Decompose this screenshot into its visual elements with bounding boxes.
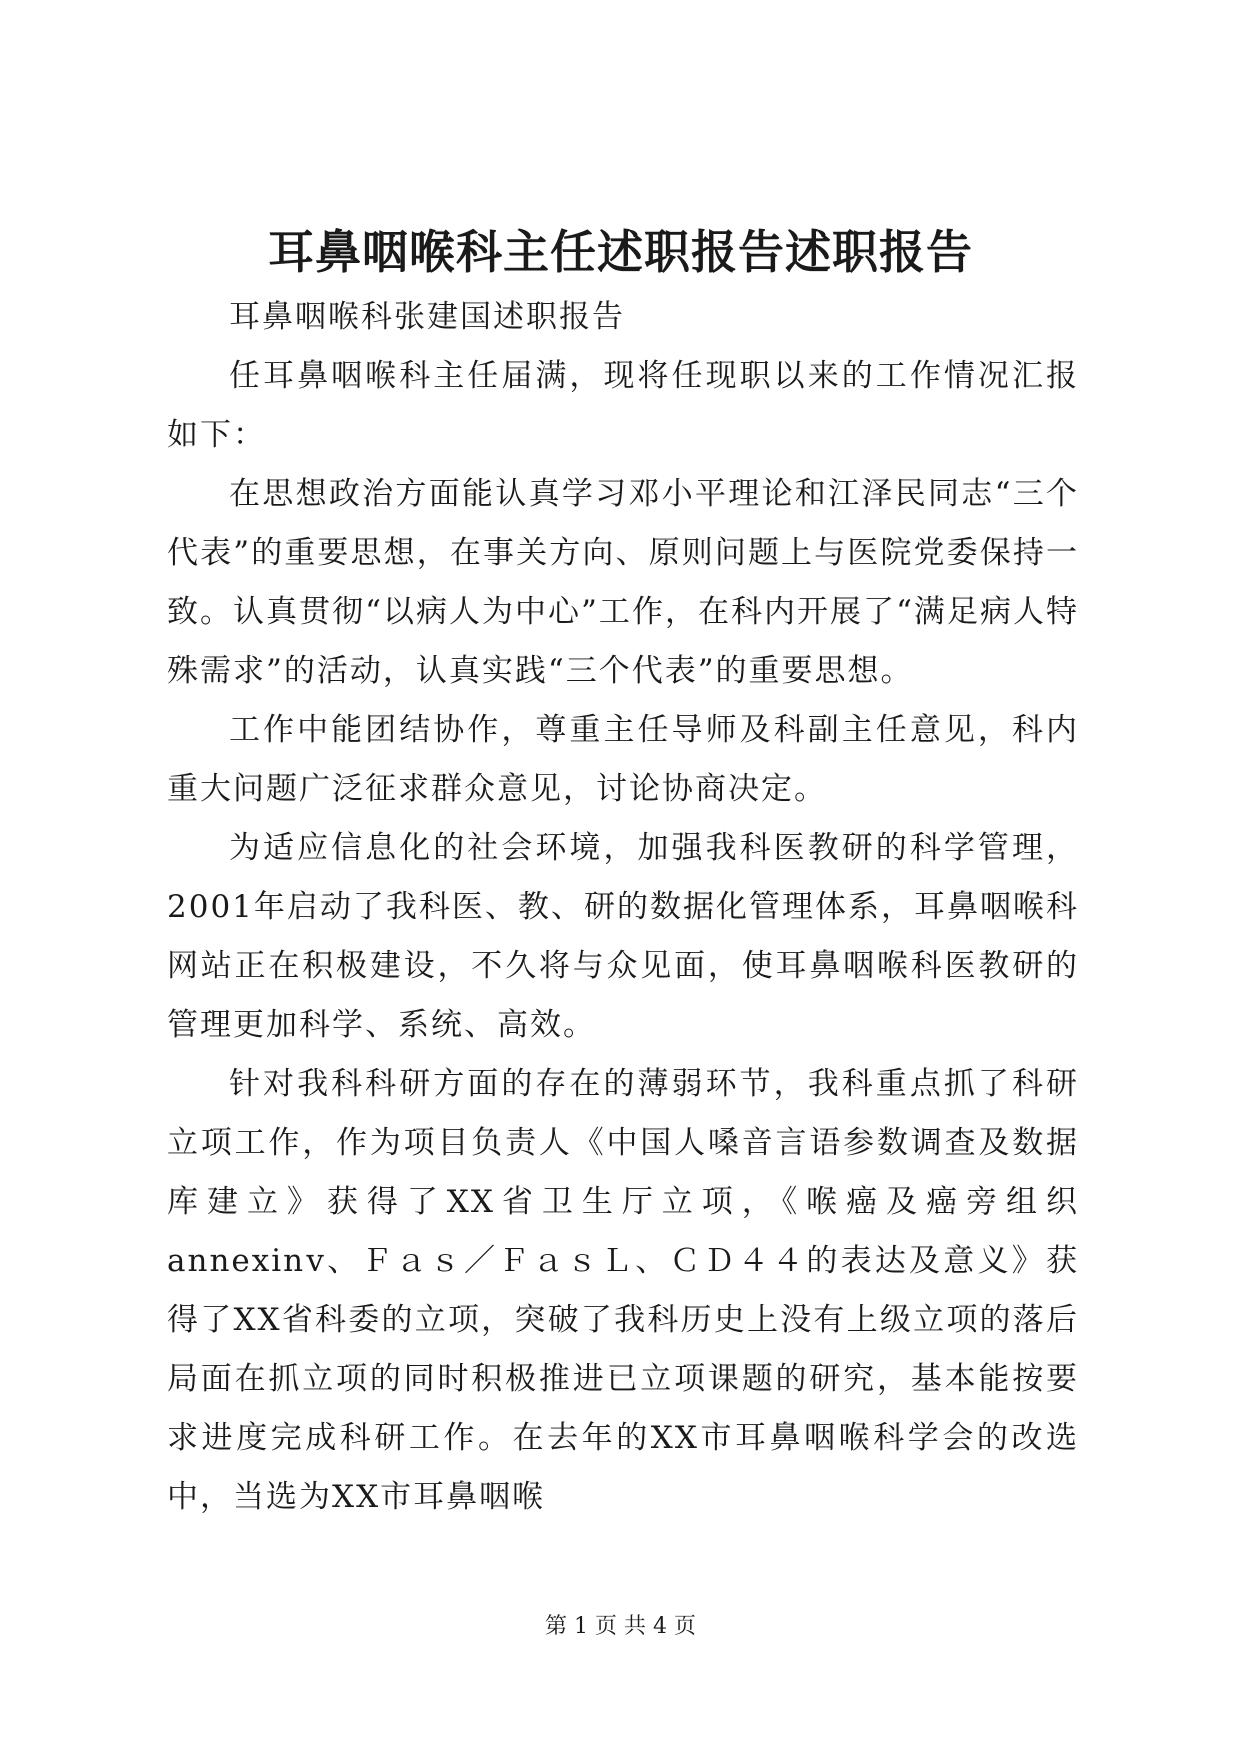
paragraph-subtitle: 耳鼻咽喉科张建国述职报告	[229, 299, 625, 335]
paragraph-informatization: 为适应信息化的社会环境，加强我科医教研的科学管理，2001年启动了我科医、教、研的数据化管理体系，耳鼻咽喉科网站正在积极建设，不久将与众见面，使耳鼻咽喉科医教研的管理更加科学、系统、高效。	[167, 830, 1079, 1043]
document-title: 耳鼻咽喉科主任述职报告述职报告	[268, 225, 973, 279]
page-number-footer: 第 1 页 共 4 页	[545, 1614, 696, 1639]
paragraph-politics: 在思想政治方面能认真学习邓小平理论和江泽民同志“三个代表”的重要思想，在事关方向、原则问题上与医院党委保持一致。认真贯彻“以病人为中心”工作，在科内开展了“满足病人特殊需求”的活动，认真实践“三个代表”的重要思想。	[167, 476, 1079, 689]
paragraph-teamwork: 工作中能团结协作，尊重主任导师及科副主任意见，科内重大问题广泛征求群众意见，讨论协商决定。	[167, 712, 1079, 807]
paragraph-research: 针对我科科研方面的存在的薄弱环节，我科重点抓了科研立项工作，作为项目负责人《中国人嗓音言语参数调查及数据库建立》获得了XX省卫生厅立项，《喉癌及癌旁组织annexinⅴ、Ｆａｓ／ＦａｓＬ、ＣＤ４４的表达及意义》获得了XX省科委的立项，突破了我科历史上没有上级立项的落后局面在抓立项的同时积极推进已立项课题的研究，基本能按要求进度完成科研工作。在去年的XX市耳鼻咽喉科学会的改选中，当选为XX市耳鼻咽喉	[167, 1066, 1079, 1515]
document-body	[167, 288, 1079, 1527]
paragraph-intro: 任耳鼻咽喉科主任届满，现将任现职以来的工作情况汇报如下：	[167, 358, 1079, 453]
